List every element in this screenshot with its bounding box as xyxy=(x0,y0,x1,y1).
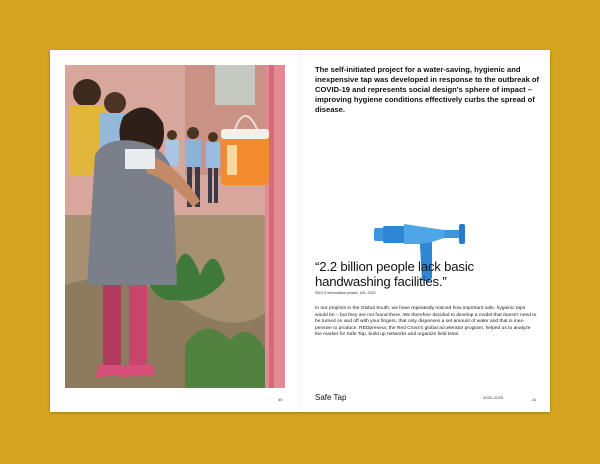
page-number-left: 40 xyxy=(278,397,283,402)
quote-source: SDG 6 information poster, UN, 2022 xyxy=(315,291,376,295)
photo-children-washing-hands xyxy=(65,65,285,388)
page-number-right: 41 xyxy=(532,397,537,402)
book-spread xyxy=(50,50,550,412)
footer-title: Safe Tap xyxy=(315,393,347,402)
footer-years: 2020–2023 xyxy=(483,395,504,400)
body-paragraph: In our projects in the Global South, we have repeatedly noticed how important safe, hygienic taps would be – but they are not found there. We therefore decided to develop a model that doesn't need to be turned on and off with your fingers, that only dispenses a set amount of water and that is inex- pensive to produce. REDpreneur, the Red Cross's global accelerator program, helped us to analyze the market for Safe Tap, build up networks and organize field tests. xyxy=(315,306,537,338)
quote-heading: “2.2 billion people lack basic handwashing facilities.” xyxy=(315,259,474,289)
intro-paragraph: The self-initiated project for a water-saving, hygienic and inexpensive tap was developed in response to the outbreak of COVID-19 and represents social design's sphere of impact – improving hygiene conditions effectively curbs the spread of disease. xyxy=(315,65,540,114)
